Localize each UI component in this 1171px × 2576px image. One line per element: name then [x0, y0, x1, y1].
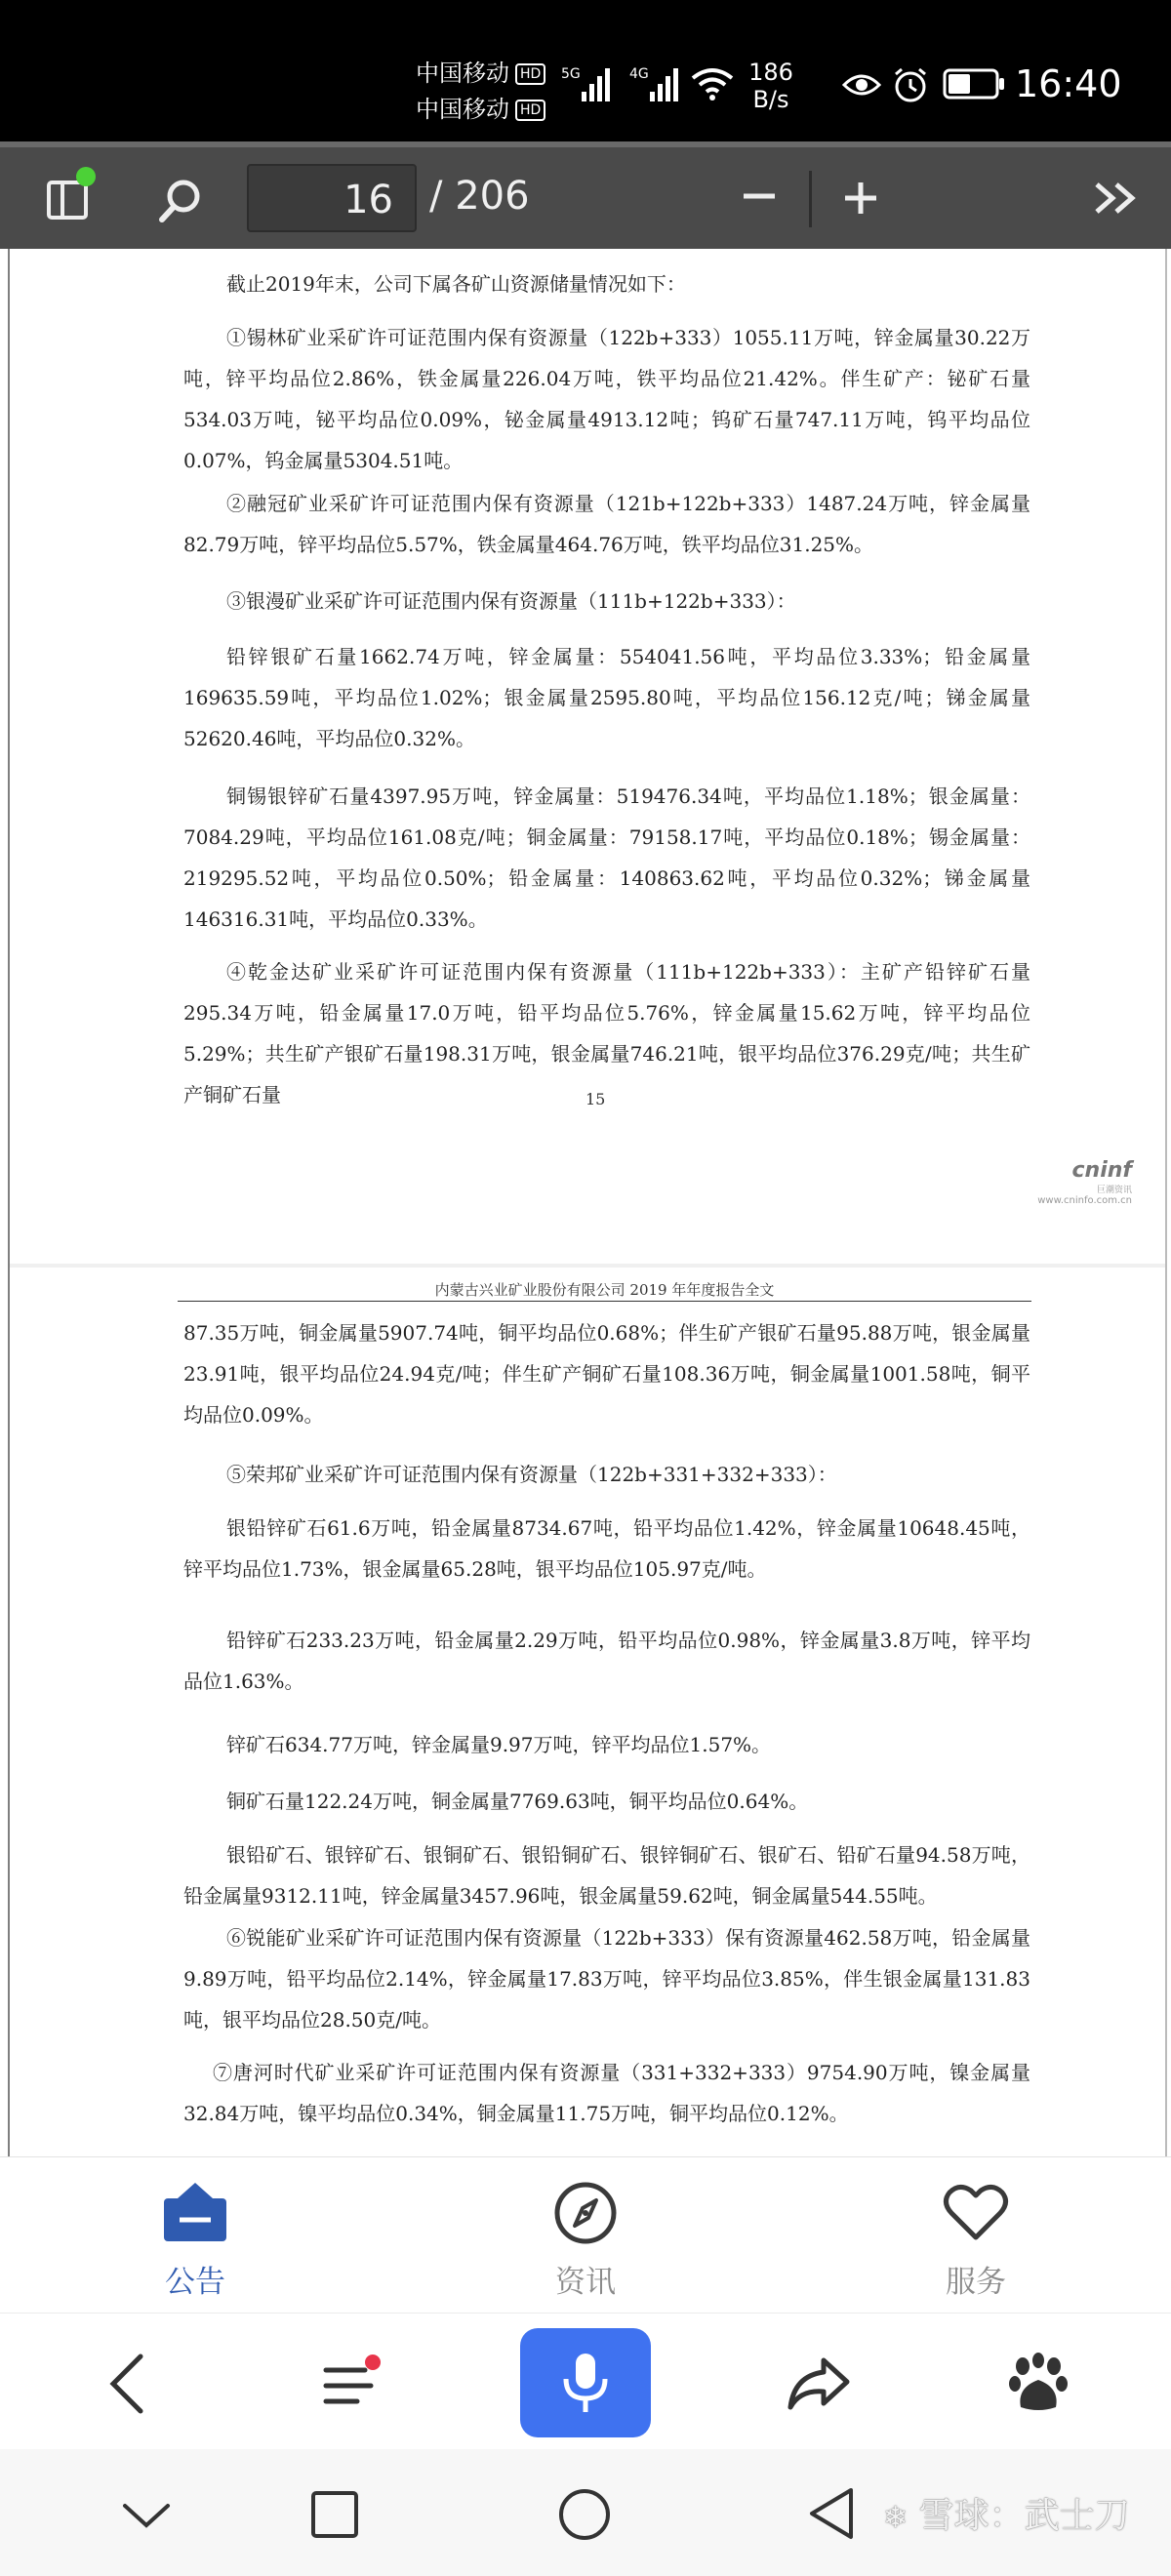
- doc-paragraph: ⑤荣邦矿业采矿许可证范围内保有资源量（122b+331+332+333）：: [226, 1463, 837, 1486]
- tab-news[interactable]: [507, 2181, 664, 2301]
- tab-services[interactable]: [898, 2181, 1054, 2301]
- announcement-icon: [160, 2181, 230, 2245]
- watermark-sub: 巨潮资讯: [1096, 1186, 1132, 1195]
- doc-paragraph: ②融冠矿业采矿许可证范围内保有资源量（121b+122b+333）1487.24万吨，锌金属量82.79万吨，锌平均品位5.57%，铁金属量464.76万吨，铁平均品位31.25%。: [183, 492, 1030, 556]
- collapse-icon[interactable]: [121, 2500, 172, 2529]
- net-5g-label: 5G: [561, 66, 581, 82]
- doc-paragraph: 锌矿石634.77万吨，锌金属量9.97万吨，锌平均品位1.57%。: [226, 1733, 772, 1756]
- doc-paragraph: ⑦唐河时代矿业采矿许可证范围内保有资源量（331+332+333）9754.90万吨，镍金属量32.84万吨，镍平均品位0.34%，铜金属量11.75万吨，铜平均品位0.12%。: [183, 2061, 1030, 2125]
- zoom-in-icon[interactable]: [841, 179, 880, 218]
- doc-paragraph: ④乾金达矿业采矿许可证范围内保有资源量（111b+122b+333）：主矿产铅锌矿石量295.34万吨，铅金属量17.0万吨，铅平均品位5.76%，锌金属量15.62万吨，锌平均品位5.29%；共生矿产银矿石量198.31万吨，银金属量746.21吨，银平均品位376.29克/吨；共生矿产铜矿石量: [183, 960, 1030, 1107]
- xueqiu-watermark-text: 雪球：武士刀: [918, 2496, 1130, 2536]
- carrier-1-label: 中国移动: [416, 60, 509, 87]
- sidebar-status-dot: [76, 167, 96, 186]
- pdf-toolbar: [0, 141, 1171, 249]
- tab-label: 公告: [165, 2265, 225, 2300]
- signal-1-icon: [582, 66, 610, 101]
- hd-badge-1: HD: [515, 63, 545, 85]
- baidu-icon[interactable]: [1007, 2353, 1070, 2415]
- net-speed-value: 186: [748, 59, 793, 86]
- tab-label: 服务: [946, 2265, 1006, 2300]
- doc-paragraph: 银铅矿石、银锌矿石、银铜矿石、银铅铜矿石、银锌铜矿石、银矿石、铅矿石量94.58万吨，铅金属量9312.11吨，锌金属量3457.96吨，银金属量59.62吨，铜金属量544.55吨。: [183, 1843, 1030, 1908]
- double-chevron-right-icon[interactable]: [1093, 181, 1140, 216]
- total-pages: / 206: [429, 174, 530, 219]
- carrier-2-label: 中国移动: [416, 96, 509, 123]
- doc-paragraph: 铜矿石量122.24万吨，铜金属量7769.63吨，铜平均品位0.64%。: [226, 1790, 809, 1813]
- signal-2-icon: [650, 66, 678, 101]
- page-number-input[interactable]: 16: [247, 164, 417, 232]
- net-speed: [742, 59, 800, 113]
- pdf-viewer[interactable]: [8, 249, 1167, 2156]
- doc-paragraph: ③银漫矿业采矿许可证范围内保有资源量（111b+122b+333）：: [226, 589, 796, 613]
- compass-icon: [551, 2181, 620, 2245]
- search-icon[interactable]: [156, 177, 205, 225]
- doc-paragraph: ①锡林矿业采矿许可证范围内保有资源量（122b+333）1055.11万吨，锌金属量30.22万吨，锌平均品位2.86%，铁金属量226.04万吨，铁平均品位21.42%。伴生矿产：铋矿石量534.03万吨，铋平均品位0.09%，铋金属量4913.12吨；钨矿石量747.11万吨，钨平均品位0.07%，钨金属量5304.51吨。: [183, 326, 1030, 472]
- watermark-url: www.cninfo.com.cn: [1037, 1195, 1132, 1206]
- doc-paragraph: 87.35万吨，铜金属量5907.74吨，铜平均品位0.68%；伴生矿产银矿石量95.88万吨，银金属量23.91吨，银平均品位24.94克/吨；伴生矿产铜矿石量108.36万吨，铜金属量1001.58吨，铜平均品位0.09%。: [183, 1321, 1030, 1427]
- net-speed-unit: B/s: [752, 86, 789, 113]
- xueqiu-watermark: [883, 2488, 1130, 2538]
- header-rule: [178, 1301, 1031, 1302]
- doc-paragraph: ⑥锐能矿业采矿许可证范围内保有资源量（122b+333）保有资源量462.58万吨，铅金属量9.89万吨，铅平均品位2.14%，锌金属量17.83万吨，锌平均品位3.85%，伴生银金属量131.83吨，银平均品位28.50克/吨。: [183, 1926, 1030, 2032]
- doc-paragraph: 截止2019年末，公司下属各矿山资源储量情况如下：: [226, 272, 686, 296]
- page-header: 内蒙古兴业矿业股份有限公司 2019 年年度报告全文: [434, 1281, 775, 1299]
- doc-paragraph: 铅锌矿石233.23万吨，铅金属量2.29万吨，铅平均品位0.98%，锌金属量3.8万吨，锌平均品位1.63%。: [183, 1629, 1030, 1693]
- tab-announcements[interactable]: [117, 2181, 273, 2301]
- battery-icon: [943, 68, 1005, 100]
- browser-nav-bar: [0, 2313, 1171, 2450]
- toolbar-divider: [809, 171, 812, 227]
- doc-paragraph: 银铅锌矿石61.6万吨，铅金属量8734.67吨，铅平均品位1.42%，锌金属量10648.45吨，锌平均品位1.73%，银金属量65.28吨，银平均品位105.97克/吨。: [183, 1516, 1030, 1581]
- page-number-footer: 15: [586, 1090, 606, 1108]
- zoom-out-icon[interactable]: [740, 186, 779, 206]
- back-icon[interactable]: [107, 2353, 146, 2415]
- net-4g-label: 4G: [629, 66, 649, 82]
- notification-dot: [365, 2355, 381, 2370]
- tab-label: 资讯: [555, 2265, 616, 2300]
- xueqiu-logo-icon: ❄: [883, 2501, 909, 2535]
- share-icon[interactable]: [787, 2356, 851, 2411]
- hd-badge-2: HD: [515, 100, 545, 121]
- clock: 16:40: [1015, 62, 1122, 105]
- status-bar: [0, 0, 1171, 141]
- system-nav-bar: [0, 2449, 1171, 2576]
- watermark-brand: cninf: [1071, 1158, 1132, 1183]
- voice-search-button[interactable]: [520, 2328, 651, 2437]
- cninfo-watermark: [995, 1158, 1132, 1206]
- menu-button[interactable]: [322, 2356, 381, 2415]
- recents-icon[interactable]: [310, 2490, 359, 2539]
- home-icon[interactable]: [558, 2488, 611, 2541]
- wifi-icon: [691, 66, 734, 101]
- page-separator: [10, 1264, 1165, 1268]
- carrier-1: [416, 54, 545, 88]
- sidebar-toggle-button[interactable]: [45, 175, 92, 221]
- doc-paragraph: 铅锌银矿石量1662.74万吨，锌金属量：554041.56吨，平均品位3.33%；铅金属量169635.59吨，平均品位1.02%；银金属量2595.80吨，平均品位156.12克/吨；锑金属量52620.46吨，平均品位0.32%。: [183, 645, 1030, 750]
- bottom-tab-bar: [0, 2156, 1171, 2314]
- doc-paragraph: 铜锡银锌矿石量4397.95万吨，锌金属量：519476.34吨，平均品位1.18%；银金属量：7084.29吨，平均品位161.08克/吨；铜金属量：79158.17吨，平均品位0.18%；锡金属量：219295.52吨，平均品位0.50%；铅金属量：140863.62吨，平均品位0.32%；锑金属量146316.31吨，平均品位0.33%。: [183, 785, 1030, 931]
- microphone-icon: [561, 2352, 610, 2414]
- eye-icon: [842, 70, 881, 100]
- alarm-icon: [892, 66, 929, 103]
- heart-icon: [942, 2181, 1010, 2245]
- carrier-2: [416, 90, 545, 124]
- back-triangle-icon[interactable]: [806, 2486, 855, 2541]
